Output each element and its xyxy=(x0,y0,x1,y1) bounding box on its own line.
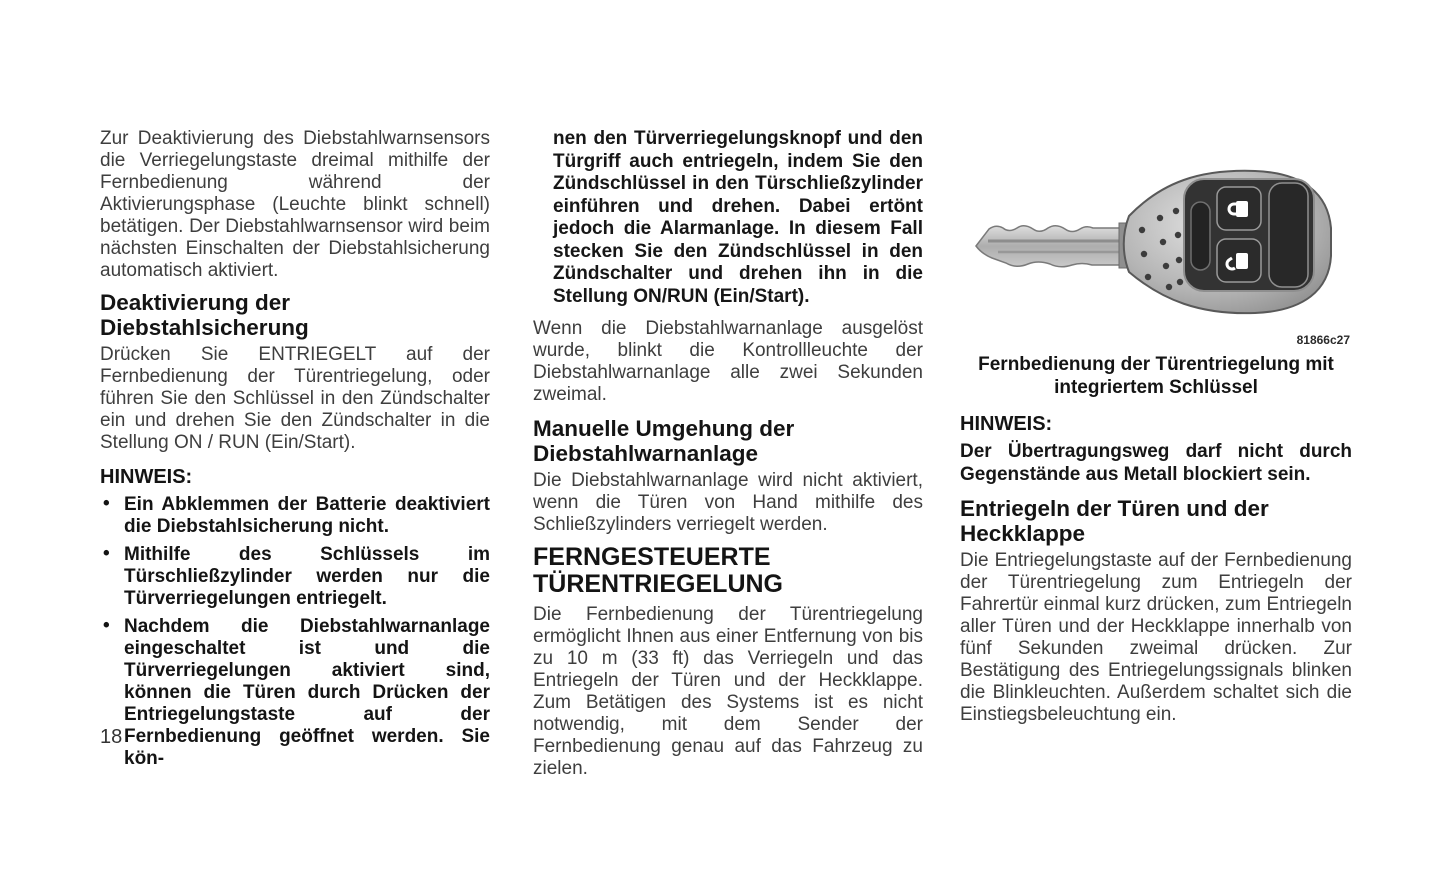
bullet-icon: • xyxy=(103,543,110,564)
paragraph-manuelle-umgehung: Die Diebstahlwarnanlage wird nicht aktiviert, wenn die Türen von Hand mithilfe des Schließzylinders verriegelt werden. xyxy=(533,470,923,535)
paragraph-bullet-continuation: nen den Türverriegelungsknopf und den Türgriff auch entriegeln, indem Sie den Zündschlüssel in den Türschließzylinder einführen und drehen. Dabei ertönt jedoch die Alarmanlage. In diesem Fall stecken Sie den Zündschlüssel in den Zündschalter und drehen ihn in die Stellung ON/RUN (Ein/Start). xyxy=(553,128,923,307)
bullet-text: Ein Abklemmen der Batterie deaktiviert die Diebstahlsicherung nicht. xyxy=(124,494,490,537)
bullet-item xyxy=(100,616,490,770)
chapter-heading-ferngesteuerte-tuerentriegelung: FERNGESTEUERTE TÜRENTRIEGELUNG xyxy=(533,543,783,598)
note-bullet-list xyxy=(100,494,490,770)
bullet-icon: • xyxy=(103,615,110,636)
section-heading-deaktivierung: Deaktivierung der Diebstahlsicherung xyxy=(100,290,309,340)
paragraph-deaktivierung: Drücken Sie ENTRIEGELT auf der Fernbedienung der Türentriegelung, oder führen Sie den Schlüssel in den Zündschalter ein und drehen Sie den Zündschalter in die Stellung ON / RUN (Ein/Start). xyxy=(100,344,490,453)
bullet-item xyxy=(100,544,490,610)
key-blade-icon xyxy=(976,226,1124,267)
bullet-text: Mithilfe des Schlüssels im Türschließzylinder werden nur die Türverriegelungen entriegelt. xyxy=(124,544,490,609)
column-3 xyxy=(960,128,1352,726)
bullet-text: Nachdem die Diebstahlwarnanlage eingeschaltet ist und die Türverriegelungen aktiviert sind, können die Türen durch Drücken der Entriegelungstaste auf der Fernbedienung geöffnet werden. Sie kön- xyxy=(124,616,490,769)
fob-large-panel xyxy=(1269,183,1308,287)
column-1 xyxy=(100,128,490,776)
key-fob-figure xyxy=(972,166,1352,321)
figure-caption: Fernbedienung der Türentriegelung mit integriertem Schlüssel xyxy=(978,354,1334,398)
paragraph-ferngesteuert: Die Fernbedienung der Türentriegelung ermöglicht Ihnen aus einer Entfernung von bis zu 10 m (33 ft) das Verriegeln und das Entriegeln der Türen und der Heckklappe. Zum Betätigen des Systems ist es nicht notwendig, mit dem Sender der Fernbedienung genau auf das Fahrzeug zu zielen. xyxy=(533,604,923,779)
note-label: HINWEIS: xyxy=(100,466,193,488)
section-heading-manuelle-umgehung: Manuelle Umgehung der Diebstahlwarnanlage xyxy=(533,416,795,466)
paragraph-sensor-deactivation: Zur Deaktivierung des Diebstahlwarnsensors die Verriegelungstaste dreimal mithilfe der Fernbedienung während der Aktivierungsphase (Leuchte blinkt schnell) betätigen. Der Diebstahlwarnsensor wird beim nächsten Einschalten der Diebstahlsicherung automatisch aktiviert. xyxy=(100,128,490,281)
fob-side-groove xyxy=(1191,202,1210,270)
section-heading-entriegeln: Entriegeln der Türen und der Heckklappe xyxy=(960,496,1269,546)
note-label: HINWEIS: xyxy=(960,413,1053,435)
key-fob-illustration xyxy=(972,166,1342,316)
bullet-icon: • xyxy=(103,493,110,514)
paragraph-alarm-indicator: Wenn die Diebstahlwarnanlage ausgelöst wurde, blinkt die Kontrollleuchte der Diebstahlwarnanlage alle zwei Sekunden zweimal. xyxy=(533,318,923,405)
paragraph-transmission-note: Der Übertragungsweg darf nicht durch Gegenstände aus Metall blockiert sein. xyxy=(960,441,1352,485)
column-2 xyxy=(533,128,923,780)
page-number: 18 xyxy=(100,726,123,748)
figure-credit: 81866c27 xyxy=(1296,333,1350,347)
paragraph-entriegeln: Die Entriegelungstaste auf der Fernbedienung der Türentriegelung zum Entriegeln der Fahrertür einmal kurz drücken, zum Entriegeln aller Türen und der Heckklappe innerhalb von fünf Sekunden zweimal drücken. Zur Bestätigung des Entriegelungssignals blinken die Blinkleuchten. Außerdem schaltet sich die Einstiegsbeleuchtung ein. xyxy=(960,550,1352,725)
bullet-item xyxy=(100,494,490,538)
